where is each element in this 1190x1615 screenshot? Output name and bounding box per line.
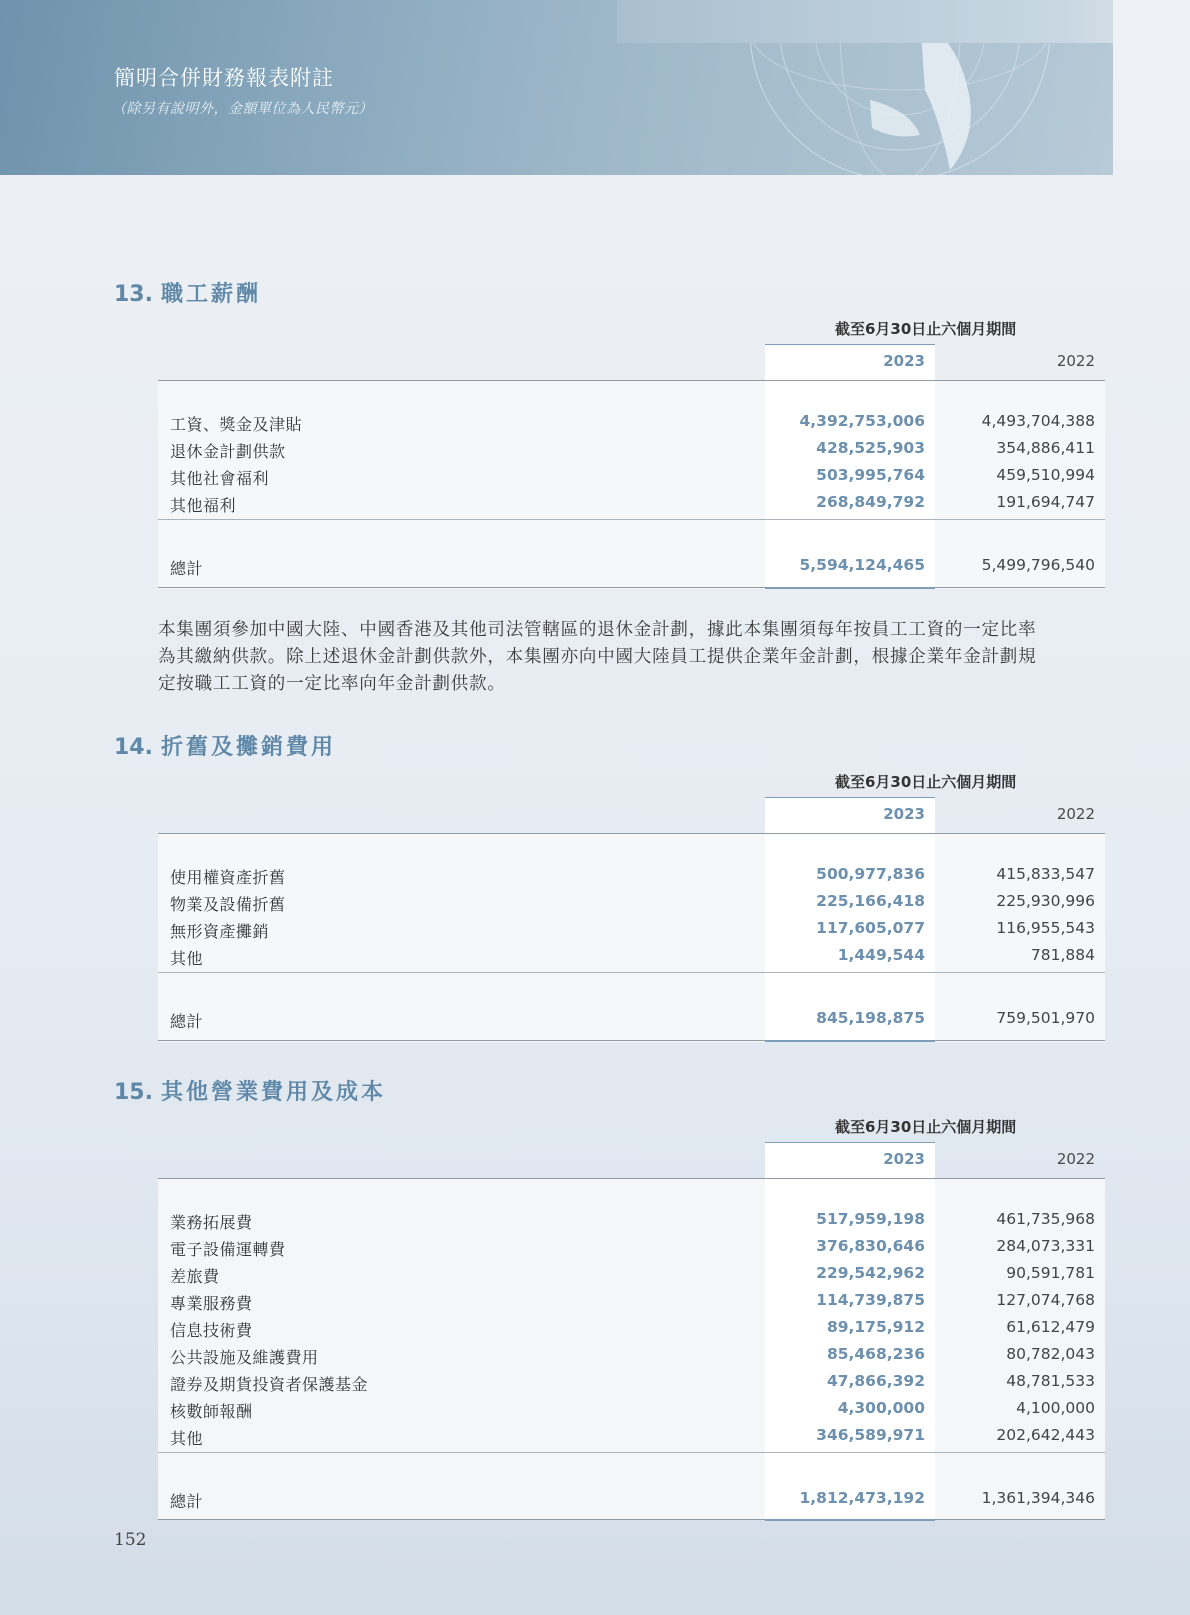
section-15-heading: [114, 1075, 386, 1106]
section-13-heading: [114, 277, 261, 308]
section-15-title: 其他營業費用及成本: [160, 1080, 386, 1105]
staff-costs-table: [158, 318, 1105, 590]
table-row: 信息技術費 89,175,912 61,612,479: [170, 1318, 1095, 1340]
other-operating-expenses-table: [158, 1116, 1105, 1521]
period-label: 截至6月30日止六個月期間: [835, 320, 1017, 338]
table-row: 公共設施及維護費用 85,468,236 80,782,043: [170, 1345, 1095, 1367]
depreciation-table: [158, 771, 1105, 1043]
year-2023-header: 2023: [883, 352, 925, 370]
total-row: 總計 845,198,875 759,501,970: [170, 1009, 1095, 1031]
table-row: 工資、獎金及津貼 4,392,753,006 4,493,704,388: [170, 412, 1095, 434]
page-subtitle: （除另有說明外，金額單位為人民幣元）: [112, 101, 373, 117]
table-row: 業務拓展費 517,959,198 461,735,968: [170, 1210, 1095, 1232]
table-row: 無形資產攤銷 117,605,077 116,955,543: [170, 919, 1095, 941]
page-title: 簡明合併財務報表附註: [114, 66, 334, 90]
period-label: 截至6月30日止六個月期間: [835, 773, 1017, 791]
section-13-number: 13.: [114, 282, 153, 307]
table-row: 物業及設備折舊 225,166,418 225,930,996: [170, 892, 1095, 914]
header-banner: [0, 0, 1113, 175]
section-14-heading: [114, 730, 336, 761]
table-row: 其他福利 268,849,792 191,694,747: [170, 493, 1095, 515]
table-row: 專業服務費 114,739,875 127,074,768: [170, 1291, 1095, 1313]
table-row: 其他 1,449,544 781,884: [170, 946, 1095, 968]
total-row: 總計 5,594,124,465 5,499,796,540: [170, 556, 1095, 578]
section-15-number: 15.: [114, 1080, 153, 1105]
section-14-number: 14.: [114, 735, 153, 760]
note-paragraph: 本集團須參加中國大陸、中國香港及其他司法管轄區的退休金計劃，據此本集團須每年按員工工資的一定比率 為其繳納供款。除上述退休金計劃供款外，本集團亦向中國大陸員工提供企業年金計劃，根據企業年金計劃規 定按職工工資的一定比率向年金計劃供款。: [158, 620, 1037, 694]
total-row: 總計 1,812,473,192 1,361,394,346: [170, 1489, 1095, 1511]
table-row: 使用權資產折舊 500,977,836 415,833,547: [170, 865, 1095, 887]
year-2022-header: 2022: [1056, 1150, 1095, 1168]
period-label: 截至6月30日止六個月期間: [835, 1118, 1017, 1136]
year-2023-header: 2023: [883, 805, 925, 823]
banner-strip: [617, 0, 1113, 43]
year-2022-header: 2022: [1056, 805, 1095, 823]
year-2023-header: 2023: [883, 1150, 925, 1168]
section-14-title: 折舊及攤銷費用: [160, 735, 336, 760]
section-13-title: 職工薪酬: [160, 282, 261, 307]
table-row: 退休金計劃供款 428,525,903 354,886,411: [170, 439, 1095, 461]
table-row: 證券及期貨投資者保護基金 47,866,392 48,781,533: [170, 1372, 1095, 1394]
year-2022-header: 2022: [1056, 352, 1095, 370]
table-row: 其他社會福利 503,995,764 459,510,994: [170, 466, 1095, 488]
page-number: 152: [114, 1530, 147, 1550]
table-row: 核數師報酬 4,300,000 4,100,000: [170, 1399, 1095, 1421]
table-row: 差旅費 229,542,962 90,591,781: [170, 1264, 1095, 1286]
table-row: 其他 346,589,971 202,642,443: [170, 1426, 1095, 1448]
table-row: 電子設備運轉費 376,830,646 284,073,331: [170, 1237, 1095, 1259]
